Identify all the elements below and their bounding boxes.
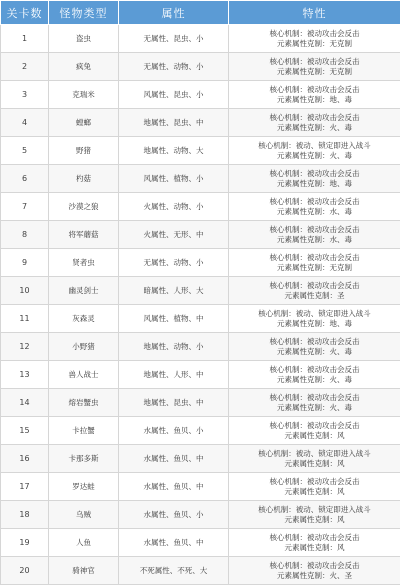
header-monster-type: 怪物类型 [49, 1, 119, 25]
trait-core-mechanic: 核心机制：被动攻击会反击 [229, 85, 400, 95]
table-row [1, 249, 400, 277]
table-row [1, 445, 400, 473]
cell-attribute: 风属性、植物、中 [119, 305, 229, 333]
cell-monster-name: 疯兔 [49, 53, 119, 81]
cell-trait [229, 389, 400, 417]
trait-element-counter: 元素属性克制：火、圣 [229, 571, 400, 581]
trait-element-counter: 元素属性克制：地、毒 [229, 95, 400, 105]
cell-trait [229, 557, 400, 585]
table-row [1, 389, 400, 417]
cell-monster-name: 熔岩蟹虫 [49, 389, 119, 417]
trait-core-mechanic: 核心机制：被动攻击会反击 [229, 533, 400, 543]
cell-attribute: 水属性、鱼贝、中 [119, 529, 229, 557]
table-row [1, 305, 400, 333]
cell-attribute: 无属性、昆虫、小 [119, 25, 229, 53]
cell-level: 18 [1, 501, 49, 529]
header-trait: 特性 [229, 1, 400, 25]
trait-element-counter: 元素属性克制：火、毒 [229, 151, 400, 161]
table-row [1, 333, 400, 361]
trait-element-counter: 元素属性克制：火、毒 [229, 347, 400, 357]
trait-element-counter: 元素属性克制：地、毒 [229, 319, 400, 329]
table-row [1, 557, 400, 585]
cell-trait [229, 165, 400, 193]
cell-attribute: 不死属性、不死、大 [119, 557, 229, 585]
trait-core-mechanic: 核心机制：被动攻击会反击 [229, 253, 400, 263]
cell-level: 17 [1, 473, 49, 501]
trait-element-counter: 元素属性克制：风 [229, 459, 400, 469]
cell-attribute: 地属性、动物、大 [119, 137, 229, 165]
cell-level: 8 [1, 221, 49, 249]
cell-trait [229, 193, 400, 221]
trait-element-counter: 元素属性克制：无克制 [229, 67, 400, 77]
trait-element-counter: 元素属性克制：风 [229, 515, 400, 525]
trait-element-counter: 元素属性克制：地、毒 [229, 179, 400, 189]
table-row [1, 221, 400, 249]
cell-monster-name: 卡拉蟹 [49, 417, 119, 445]
cell-monster-name: 螳螂 [49, 109, 119, 137]
cell-level: 19 [1, 529, 49, 557]
cell-trait [229, 361, 400, 389]
cell-level: 15 [1, 417, 49, 445]
cell-attribute: 地属性、昆虫、中 [119, 389, 229, 417]
cell-attribute: 水属性、鱼贝、小 [119, 501, 229, 529]
cell-level: 9 [1, 249, 49, 277]
trait-core-mechanic: 核心机制：被动攻击会反击 [229, 421, 400, 431]
cell-trait [229, 109, 400, 137]
cell-level: 4 [1, 109, 49, 137]
trait-element-counter: 元素属性克制：无克制 [229, 263, 400, 273]
cell-trait [229, 501, 400, 529]
cell-level: 2 [1, 53, 49, 81]
cell-level: 1 [1, 25, 49, 53]
trait-element-counter: 元素属性克制：无克制 [229, 39, 400, 49]
cell-level: 13 [1, 361, 49, 389]
trait-core-mechanic: 核心机制：被动、锁定即进入战斗 [229, 505, 400, 515]
table-row [1, 25, 400, 53]
table-row [1, 109, 400, 137]
cell-trait [229, 529, 400, 557]
cell-attribute: 地属性、动物、小 [119, 333, 229, 361]
trait-core-mechanic: 核心机制：被动攻击会反击 [229, 281, 400, 291]
table-row [1, 417, 400, 445]
cell-level: 11 [1, 305, 49, 333]
table-row [1, 529, 400, 557]
trait-core-mechanic: 核心机制：被动攻击会反击 [229, 225, 400, 235]
header-attribute: 属性 [119, 1, 229, 25]
cell-trait [229, 445, 400, 473]
cell-level: 14 [1, 389, 49, 417]
trait-element-counter: 元素属性克制：火、毒 [229, 123, 400, 133]
trait-core-mechanic: 核心机制：被动攻击会反击 [229, 169, 400, 179]
cell-trait [229, 137, 400, 165]
cell-level: 10 [1, 277, 49, 305]
table-row [1, 53, 400, 81]
cell-monster-name: 沙漠之狼 [49, 193, 119, 221]
cell-monster-name: 盗虫 [49, 25, 119, 53]
cell-monster-name: 兽人战士 [49, 361, 119, 389]
trait-element-counter: 元素属性克制：风 [229, 431, 400, 441]
cell-attribute: 火属性、动物、小 [119, 193, 229, 221]
trait-core-mechanic: 核心机制：被动攻击会反击 [229, 113, 400, 123]
table-header-row [1, 1, 400, 25]
cell-level: 16 [1, 445, 49, 473]
cell-attribute: 暗属性、人形、大 [119, 277, 229, 305]
trait-core-mechanic: 核心机制：被动攻击会反击 [229, 477, 400, 487]
cell-monster-name: 克瑞米 [49, 81, 119, 109]
cell-trait [229, 305, 400, 333]
cell-attribute: 地属性、人形、中 [119, 361, 229, 389]
header-level: 关卡数 [1, 1, 49, 25]
cell-level: 5 [1, 137, 49, 165]
trait-core-mechanic: 核心机制：被动、锁定即进入战斗 [229, 141, 400, 151]
cell-attribute: 无属性、动物、小 [119, 53, 229, 81]
table-row [1, 277, 400, 305]
cell-attribute: 水属性、鱼贝、中 [119, 445, 229, 473]
cell-trait [229, 81, 400, 109]
cell-level: 12 [1, 333, 49, 361]
trait-core-mechanic: 核心机制：被动攻击会反击 [229, 197, 400, 207]
cell-monster-name: 骑神官 [49, 557, 119, 585]
cell-monster-name: 乌贼 [49, 501, 119, 529]
cell-attribute: 地属性、昆虫、中 [119, 109, 229, 137]
table-row [1, 165, 400, 193]
trait-element-counter: 元素属性克制：火、毒 [229, 403, 400, 413]
cell-monster-name: 将军蘑菇 [49, 221, 119, 249]
cell-level: 7 [1, 193, 49, 221]
cell-attribute: 风属性、昆虫、小 [119, 81, 229, 109]
trait-core-mechanic: 核心机制：被动攻击会反击 [229, 365, 400, 375]
table-row [1, 501, 400, 529]
cell-monster-name: 幽灵剑士 [49, 277, 119, 305]
trait-core-mechanic: 核心机制：被动攻击会反击 [229, 337, 400, 347]
cell-trait [229, 53, 400, 81]
cell-trait [229, 277, 400, 305]
cell-attribute: 水属性、鱼贝、中 [119, 473, 229, 501]
trait-element-counter: 元素属性克制：火、毒 [229, 375, 400, 385]
cell-monster-name: 小野猪 [49, 333, 119, 361]
trait-core-mechanic: 核心机制：被动攻击会反击 [229, 393, 400, 403]
cell-monster-name: 野猪 [49, 137, 119, 165]
trait-element-counter: 元素属性克制：水、毒 [229, 207, 400, 217]
cell-attribute: 风属性、植物、小 [119, 165, 229, 193]
trait-core-mechanic: 核心机制：被动、锁定即进入战斗 [229, 449, 400, 459]
table-row [1, 473, 400, 501]
cell-attribute: 水属性、鱼贝、小 [119, 417, 229, 445]
cell-monster-name: 罗达蛙 [49, 473, 119, 501]
table-row [1, 81, 400, 109]
trait-element-counter: 元素属性克制：水、毒 [229, 235, 400, 245]
cell-trait [229, 333, 400, 361]
cell-monster-name: 贤者虫 [49, 249, 119, 277]
cell-level: 6 [1, 165, 49, 193]
trait-core-mechanic: 核心机制：被动攻击会反击 [229, 561, 400, 571]
cell-monster-name: 卡那多斯 [49, 445, 119, 473]
trait-element-counter: 元素属性克制：风 [229, 543, 400, 553]
trait-core-mechanic: 核心机制：被动、锁定即进入战斗 [229, 309, 400, 319]
cell-attribute: 火属性、无形、中 [119, 221, 229, 249]
cell-trait [229, 417, 400, 445]
cell-monster-name: 灰森灵 [49, 305, 119, 333]
trait-element-counter: 元素属性克制：风 [229, 487, 400, 497]
cell-attribute: 无属性、动物、小 [119, 249, 229, 277]
cell-level: 20 [1, 557, 49, 585]
cell-trait [229, 221, 400, 249]
table-row [1, 361, 400, 389]
trait-core-mechanic: 核心机制：被动攻击会反击 [229, 57, 400, 67]
cell-monster-name: 人鱼 [49, 529, 119, 557]
trait-core-mechanic: 核心机制：被动攻击会反击 [229, 29, 400, 39]
trait-element-counter: 元素属性克制：圣 [229, 291, 400, 301]
table-row [1, 193, 400, 221]
cell-monster-name: 杓菇 [49, 165, 119, 193]
table-row [1, 137, 400, 165]
cell-trait [229, 473, 400, 501]
cell-level: 3 [1, 81, 49, 109]
cell-trait [229, 249, 400, 277]
cell-trait [229, 25, 400, 53]
